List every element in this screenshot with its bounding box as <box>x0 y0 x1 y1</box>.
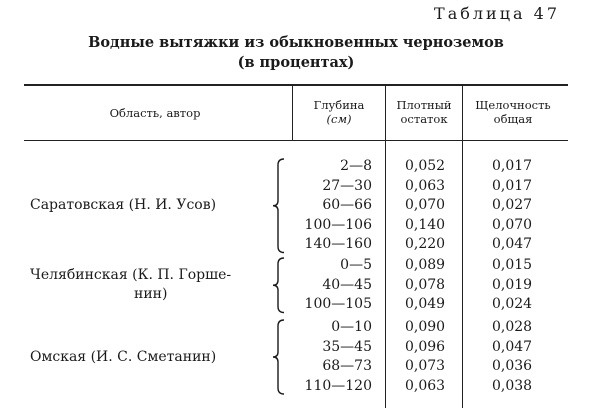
region-name: Челябинская (К. П. Горше- <box>30 267 232 284</box>
header-residue-line1: Плотный <box>396 98 452 112</box>
region-name: Омская (И. С. Сметанин) <box>30 348 217 365</box>
depth-cell: 100—105 <box>304 296 372 312</box>
alkalinity-cell: 0,017 <box>492 158 533 174</box>
residue-cell: 0,063 <box>405 377 446 394</box>
column-divider-residue <box>462 85 463 408</box>
column-divider-depth <box>385 85 386 408</box>
residue-cell: 0,078 <box>405 276 446 293</box>
residue-cell: 0,052 <box>405 158 446 174</box>
depth-cell: 110—120 <box>304 377 372 394</box>
depth-cell: 0—10 <box>331 319 372 335</box>
depth-cell: 35—45 <box>322 338 372 355</box>
alkalinity-cell: 0,027 <box>492 197 533 213</box>
alkalinity-cell: 0,015 <box>492 257 533 273</box>
header-depth-line2: (см) <box>326 112 352 126</box>
alkalinity-cell: 0,070 <box>492 216 533 233</box>
alkalinity-cell: 0,019 <box>492 276 533 293</box>
header-alkalinity-line2: общая <box>493 112 533 126</box>
alkalinity-cell: 0,038 <box>492 377 533 394</box>
residue-cell: 0,140 <box>405 216 446 233</box>
residue-cell: 0,090 <box>405 319 446 335</box>
alkalinity-cell: 0,036 <box>492 358 533 374</box>
table-title: Водные вытяжки из обыкновенных черноземов <box>88 34 504 51</box>
alkalinity-cell: 0,047 <box>492 338 533 355</box>
alkalinity-cell: 0,017 <box>492 177 533 194</box>
depth-cell: 0—5 <box>340 257 372 273</box>
header-depth-line1: Глубина <box>313 98 365 112</box>
table-number: Таблица 47 <box>434 4 560 23</box>
alkalinity-cell: 0,047 <box>492 236 533 252</box>
residue-cell: 0,220 <box>405 236 446 252</box>
alkalinity-cell: 0,024 <box>492 296 533 312</box>
alkalinity-cell: 0,028 <box>492 319 533 335</box>
residue-cell: 0,070 <box>405 197 446 213</box>
header-bottom-rule <box>24 140 568 141</box>
depth-cell: 2—8 <box>340 158 372 174</box>
residue-cell: 0,096 <box>405 338 446 355</box>
depth-cell: 40—45 <box>322 276 372 293</box>
depth-cell: 27—30 <box>322 177 372 194</box>
header-alkalinity-line1: Щелочность <box>475 98 551 112</box>
residue-cell: 0,073 <box>405 358 446 374</box>
depth-cell: 60—66 <box>322 197 372 213</box>
region-name: нин) <box>134 286 168 303</box>
brace-icon <box>272 319 286 395</box>
header-residue-line2: остаток <box>400 112 448 126</box>
brace-icon <box>272 158 286 254</box>
depth-cell: 68—73 <box>322 358 372 374</box>
header-top-rule <box>24 84 568 86</box>
depth-cell: 100—106 <box>304 216 372 233</box>
header-region: Область, автор <box>109 106 201 120</box>
brace-icon <box>272 257 286 314</box>
residue-cell: 0,063 <box>405 177 446 194</box>
residue-cell: 0,089 <box>405 257 446 273</box>
depth-cell: 140—160 <box>304 236 372 252</box>
residue-cell: 0,049 <box>405 296 446 312</box>
table-subtitle: (в процентах) <box>237 54 355 71</box>
region-name: Саратовская (Н. И. Усов) <box>30 197 217 214</box>
